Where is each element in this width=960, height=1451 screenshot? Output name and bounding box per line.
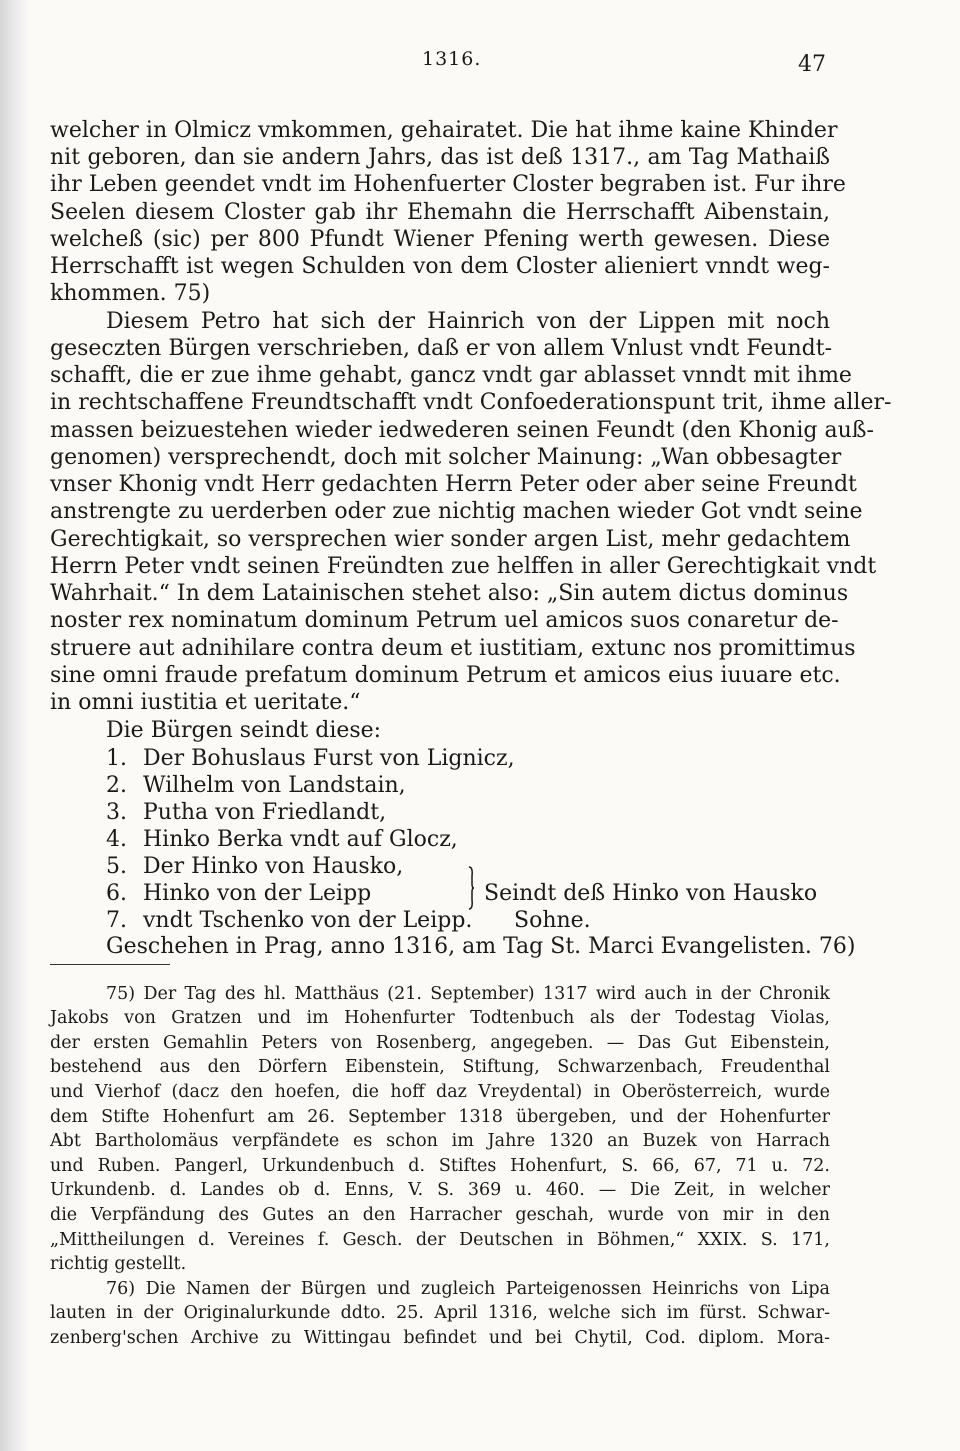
body-line: nit geboren, dan sie andern Jahrs, das ist deß 1317., am Tag Mathaiß: [50, 145, 830, 170]
footnote-line: 75) Der Tag des hl. Matthäus (21. September) 1317 wird auch in der Chronik: [106, 984, 830, 1004]
body-line: schafft, die er zue ihme gehabt, gancz vndt gar ablasset vnndt mit ihme: [50, 363, 852, 388]
page-number: 47: [798, 52, 826, 77]
footnote-line: bestehend aus den Dörfern Eibenstein, Stiftung, Schwarzenbach, Freudenthal: [50, 1057, 830, 1077]
list-item-number: 3.: [106, 800, 127, 825]
body-line: vnser Khonig vndt Herr gedachten Herrn Peter oder aber seine Freundt: [50, 472, 857, 497]
footnote-line: dem Stifte Hohenfurt am 26. September 1318 übergeben, und der Hohenfurter: [50, 1107, 830, 1127]
running-header-year: 1316.: [422, 48, 482, 70]
list-item-name: vndt Tschenko von der Leipp.: [143, 908, 473, 933]
body-line: Herrschafft ist wegen Schulden von dem Closter alieniert vnndt weg-: [50, 254, 830, 279]
body-line: khommen. 75): [50, 281, 211, 306]
footnote-line: Urkundenb. d. Landes ob d. Enns, V. S. 369 u. 460. — Die Zeit, in welcher: [50, 1180, 830, 1200]
list-item-number: 6.: [106, 881, 127, 906]
footnote-line: und Ruben. Pangerl, Urkundenbuch d. Stiftes Hohenfurt, S. 66, 67, 71 u. 72.: [50, 1156, 830, 1176]
footnote-line: der ersten Gemahlin Peters von Rosenberg, angegeben. — Das Gut Eibenstein,: [50, 1033, 830, 1053]
footnote-line: die Verpfändung des Gutes an den Harracher geschah, wurde von mir in den: [50, 1205, 830, 1225]
list-item-number: 5.: [106, 854, 127, 879]
body-line: struere aut adnihilare contra deum et iustitiam, extunc nos promittimus: [50, 636, 856, 661]
footnote-line: Abt Bartholomäus verpfändete es schon im Jahre 1320 an Buzek von Harrach: [50, 1131, 830, 1151]
list-item-name: Putha von Friedlandt,: [143, 800, 387, 825]
list-side-note: Seindt deß Hinko von Hausko: [484, 881, 818, 906]
list-side-note: Sohne.: [514, 908, 591, 933]
footnote-line: zenberg'schen Archive zu Wittingau befindet und bei Chytil, Cod. diplom. Mora-: [50, 1328, 830, 1348]
body-line: in rechtschaffene Freundtschafft vndt Confoederationspunt trit, ihme aller-: [50, 390, 892, 415]
body-line: Herrn Peter vndt seinen Freündten zue helffen in aller Gerechtigkait vndt: [50, 554, 877, 579]
footnote-line: 76) Die Namen der Bürgen und zugleich Parteigenossen Heinrichs von Lipa: [106, 1279, 830, 1299]
body-line: Wahrhait.“ In dem Latainischen stehet also: „Sin autem dictus dominus: [50, 581, 849, 606]
list-item-number: 1.: [106, 746, 127, 771]
brace-icon: [468, 866, 474, 910]
footnote-line: Jakobs von Gratzen und im Hohenfurter Todtenbuch als der Todestag Violas,: [50, 1008, 830, 1028]
list-intro: Die Bürgen seindt diese:: [106, 718, 382, 743]
body-line: Gerechtigkait, so versprechen wier sonder argen List, mehr gedachtem: [50, 527, 851, 552]
body-line: anstrengte zu uerderben oder zue nichtig machen wieder Got vndt seine: [50, 499, 863, 524]
body-line: sine omni fraude prefatum dominum Petrum et amicos eius iuuare etc.: [50, 663, 841, 688]
footnote-rule: [50, 964, 170, 965]
footnote-line: lauten in der Originalurkunde ddto. 25. April 1316, welche sich im fürst. Schwar-: [50, 1303, 830, 1323]
list-item-number: 7.: [106, 908, 127, 933]
body-line: noster rex nominatum dominum Petrum uel amicos suos conaretur de-: [50, 608, 839, 633]
body-line: welcheß (sic) per 800 Pfundt Wiener Pfening werth gewesen. Diese: [50, 227, 830, 252]
footnote-line: richtig gestellt.: [50, 1254, 187, 1274]
list-item-number: 4.: [106, 827, 127, 852]
list-item-name: Der Bohuslaus Furst von Lignicz,: [143, 746, 515, 771]
body-line: Seelen diesem Closter gab ihr Ehemahn die Herrschafft Aibenstain,: [50, 200, 830, 225]
closing-line: Geschehen in Prag, anno 1316, am Tag St. Marci Evangelisten. 76): [106, 934, 856, 959]
body-line: geseczten Bürgen verschrieben, daß er von allem Vnlust vndt Feundt-: [50, 336, 833, 361]
list-item-number: 2.: [106, 773, 127, 798]
list-item-name: Hinko Berka vndt auf Glocz,: [143, 827, 458, 852]
body-line: welcher in Olmicz vmkommen, gehairatet. Die hat ihme kaine Khinder: [50, 118, 838, 143]
body-line: Diesem Petro hat sich der Hainrich von der Lippen mit noch: [106, 309, 830, 334]
list-item-name: Der Hinko von Hausko,: [143, 854, 404, 879]
list-item-name: Hinko von der Leipp: [143, 881, 372, 906]
footnote-line: und Vierhof (dacz den hoefen, die hoff daz Vreydental) in Oberösterreich, wurde: [50, 1082, 830, 1102]
list-item-name: Wilhelm von Landstain,: [143, 773, 406, 798]
body-line: in omni iustitia et ueritate.“: [50, 690, 361, 715]
body-line: genomen) versprechendt, doch mit solcher Mainung: „Wan obbesagter: [50, 445, 842, 470]
body-line: massen beizuestehen wieder iedwederen seinen Feundt (den Khonig auß-: [50, 418, 874, 443]
body-line: ihr Leben geendet vndt im Hohenfuerter Closter begraben ist. Fur ihre: [50, 172, 846, 197]
footnote-line: „Mittheilungen d. Vereines f. Gesch. der Deutschen in Böhmen,“ XXIX. S. 171,: [50, 1230, 830, 1250]
